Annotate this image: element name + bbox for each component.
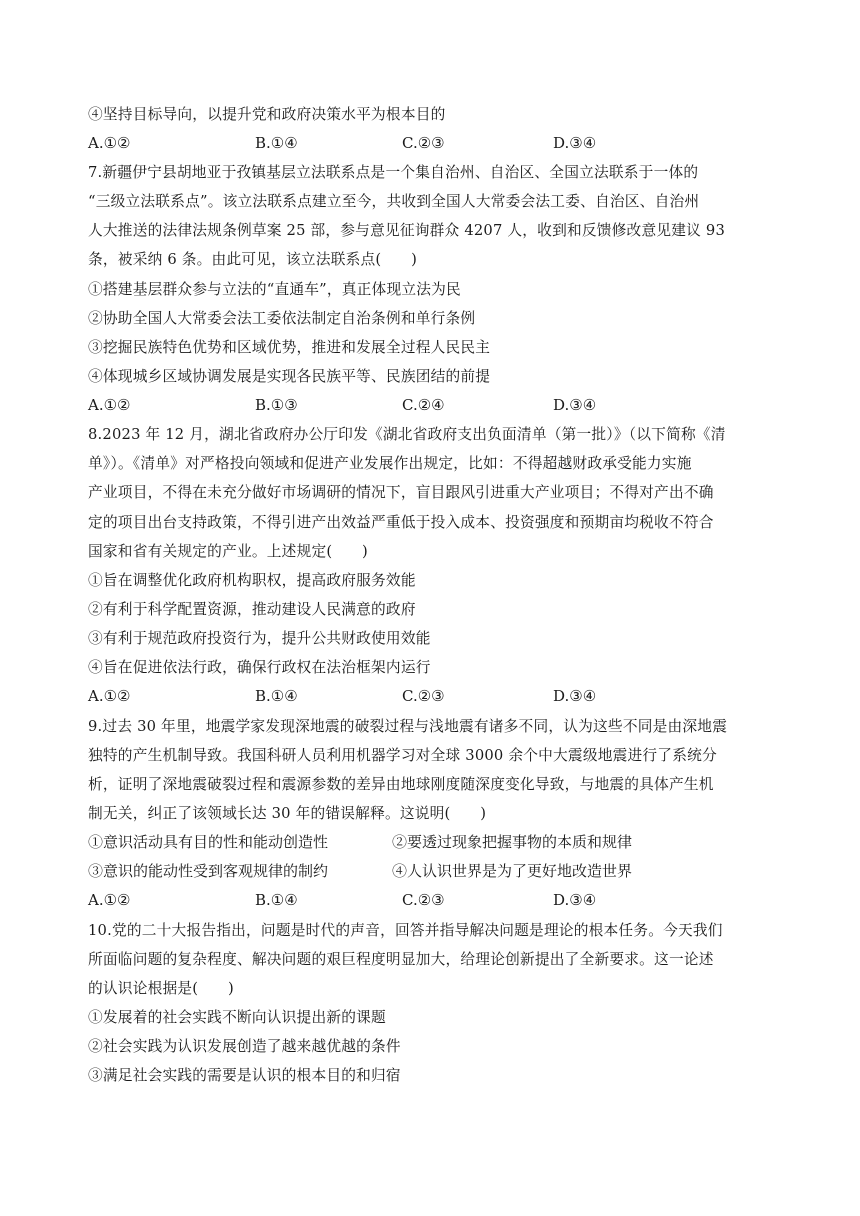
q9-statement-1: ①意识活动具有目的性和能动创造性 [88,833,329,851]
q9-option-c: C.②③ [402,891,445,909]
q6-option-a: A.①② [88,134,131,152]
q7-option-a: A.①② [88,396,131,414]
q8-stem-line: 产业项目，不得在未充分做好市场调研的情况下，盲目跟风引进重大产业项目；不得对产出不确 [88,483,714,501]
q7-statement-3: ③挖掘民族特色优势和区域优势，推进和发展全过程人民民主 [88,338,491,356]
q8-statement-2: ②有利于科学配置资源，推动建设人民满意的政府 [88,600,416,618]
q8-option-c: C.②③ [402,687,445,705]
q6-statement-4: ④坚持目标导向，以提升党和政府决策水平为根本目的 [88,105,446,123]
q9-stem-line: 制无关，纠正了该领域长达 30 年的错误解释。这说明( ) [88,804,487,822]
q10-statement-2: ②社会实践为认识发展创造了越来越优越的条件 [88,1037,401,1055]
q7-stem-line: 人大推送的法律法规条例草案 25 部，参与意见征询群众 4207 人，收到和反馈修改意见建议 93 [88,221,725,239]
q9-statement-3: ③意识的能动性受到客观规律的制约 [88,862,329,880]
q7-option-d: D.③④ [553,396,597,414]
q8-option-b: B.①④ [255,687,298,705]
q8-statement-3: ③有利于规范政府投资行为，提升公共财政使用效能 [88,629,431,647]
q6-option-c: C.②③ [402,134,445,152]
q8-statement-4: ④旨在促进依法行政，确保行政权在法治框架内运行 [88,658,431,676]
q7-stem-line: 7.新疆伊宁县胡地亚于孜镇基层立法联系点是一个集自治州、自治区、全国立法联系于一体的 [88,163,699,181]
q8-option-a: A.①② [88,687,131,705]
q8-statement-1: ①旨在调整优化政府机构职权，提高政府服务效能 [88,571,416,589]
q7-statement-1: ①搭建基层群众参与立法的“直通车”，真正体现立法为民 [88,280,461,298]
q7-option-c: C.②④ [402,396,445,414]
q9-stem-line: 9.过去 30 年里，地震学家发现深地震的破裂过程与浅地震有诸多不同，认为这些不同是由深地震 [88,717,728,735]
q7-stem-line: 条，被采纳 6 条。由此可见，该立法联系点( ) [88,250,418,268]
q10-statement-3: ③满足社会实践的需要是认识的根本目的和归宿 [88,1066,401,1084]
q8-stem-line: 8.2023 年 12 月，湖北省政府办公厅印发《湖北省政府支出负面清单（第一批）》（以下简称《清 [88,425,726,443]
q10-stem-line: 所面临问题的复杂程度、解决问题的艰巨程度明显加大，给理论创新提出了全新要求。这一论述 [88,950,714,968]
q7-statement-4: ④体现城乡区域协调发展是实现各民族平等、民族团结的前提 [88,367,491,385]
q7-statement-2: ②协助全国人大常委会法工委依法制定自治条例和单行条例 [88,309,476,327]
q7-stem-line: “三级立法联系点”。该立法联系点建立至今，共收到全国人大常委会法工委、自治区、自治州 [88,192,700,210]
q10-statement-1: ①发展着的社会实践不断向认识提出新的课题 [88,1008,386,1026]
q7-option-b: B.①③ [255,396,298,414]
q8-stem-line: 国家和省有关规定的产业。上述规定( ) [88,542,369,560]
q10-stem-line: 10.党的二十大报告指出，问题是时代的声音，回答并指导解决问题是理论的根本任务。今天我们 [88,921,723,939]
q8-option-d: D.③④ [553,687,597,705]
q9-option-d: D.③④ [553,891,597,909]
q9-statement-2: ②要透过现象把握事物的本质和规律 [392,833,633,851]
q6-option-d: D.③④ [553,134,597,152]
q9-option-b: B.①④ [255,891,298,909]
q9-statement-4: ④人认识世界是为了更好地改造世界 [392,862,633,880]
q6-option-b: B.①④ [255,134,298,152]
q9-stem-line: 独特的产生机制导致。我国科研人员利用机器学习对全球 3000 余个中大震级地震进行了系统分 [88,746,717,764]
q9-stem-line: 析，证明了深地震破裂过程和震源参数的差异由地球刚度随深度变化导致，与地震的具体产生机 [88,775,714,793]
q8-stem-line: 定的项目出台支持政策，不得引进产出效益严重低于投入成本、投资强度和预期亩均税收不符合 [88,513,714,531]
q10-stem-line: 的认识论根据是( ) [88,979,234,997]
q9-option-a: A.①② [88,891,131,909]
q8-stem-line: 单》）。《清单》对严格投向领域和促进产业发展作出规定，比如：不得超越财政承受能力实施 [88,454,692,472]
